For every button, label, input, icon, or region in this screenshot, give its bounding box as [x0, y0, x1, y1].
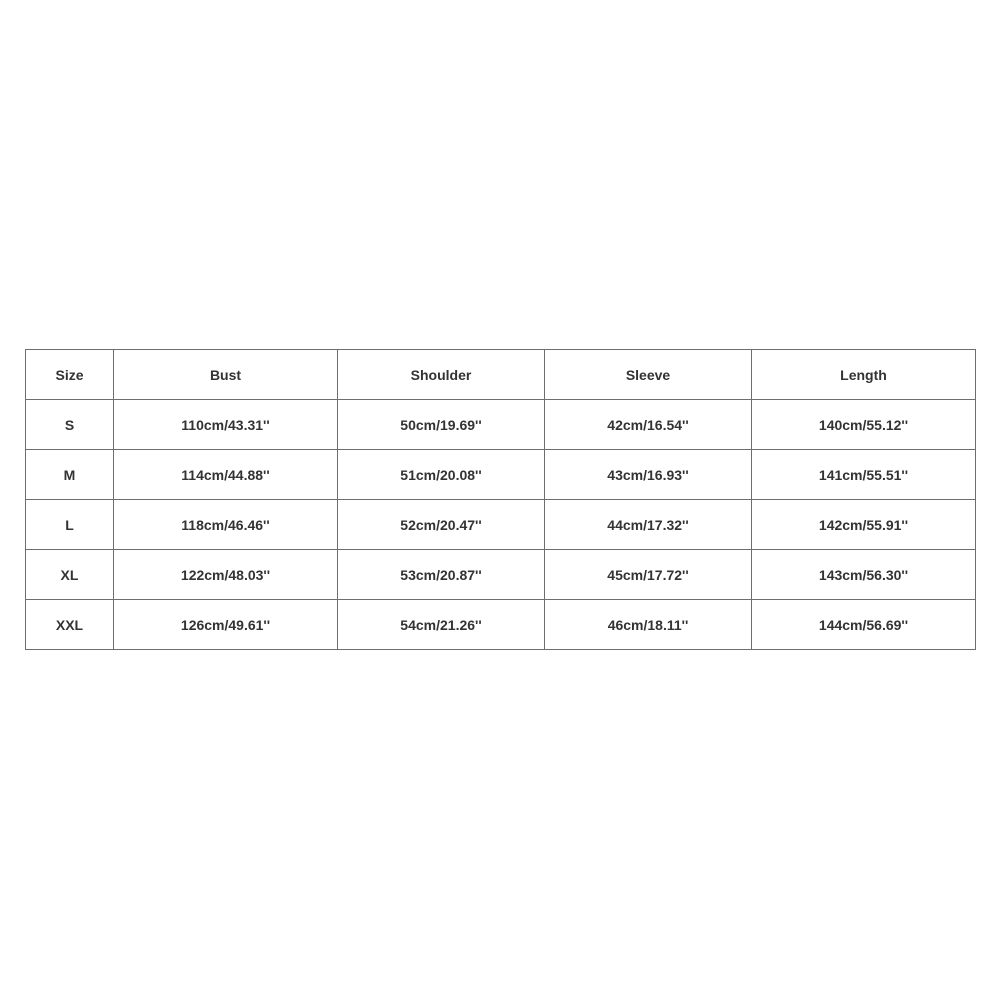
- size-cell: S: [26, 400, 114, 450]
- shoulder-cell: 52cm/20.47'': [338, 500, 545, 550]
- header-cell-length: Length: [752, 350, 976, 400]
- length-cell: 144cm/56.69'': [752, 600, 976, 650]
- bust-cell: 114cm/44.88'': [114, 450, 338, 500]
- sleeve-cell: 45cm/17.72'': [545, 550, 752, 600]
- bust-cell: 110cm/43.31'': [114, 400, 338, 450]
- length-cell: 143cm/56.30'': [752, 550, 976, 600]
- size-cell: XL: [26, 550, 114, 600]
- table-row: [26, 400, 976, 450]
- shoulder-cell: 50cm/19.69'': [338, 400, 545, 450]
- sleeve-cell: 43cm/16.93'': [545, 450, 752, 500]
- length-cell: 141cm/55.51'': [752, 450, 976, 500]
- header-cell-size: Size: [26, 350, 114, 400]
- header-cell-shoulder: Shoulder: [338, 350, 545, 400]
- size-cell: XXL: [26, 600, 114, 650]
- shoulder-cell: 51cm/20.08'': [338, 450, 545, 500]
- size-cell: M: [26, 450, 114, 500]
- shoulder-cell: 53cm/20.87'': [338, 550, 545, 600]
- sleeve-cell: 44cm/17.32'': [545, 500, 752, 550]
- table-row: [26, 600, 976, 650]
- header-cell-bust: Bust: [114, 350, 338, 400]
- sleeve-cell: 46cm/18.11'': [545, 600, 752, 650]
- size-chart-table: [25, 349, 976, 650]
- length-cell: 140cm/55.12'': [752, 400, 976, 450]
- size-cell: L: [26, 500, 114, 550]
- header-row: [26, 350, 976, 400]
- shoulder-cell: 54cm/21.26'': [338, 600, 545, 650]
- length-cell: 142cm/55.91'': [752, 500, 976, 550]
- bust-cell: 122cm/48.03'': [114, 550, 338, 600]
- sleeve-cell: 42cm/16.54'': [545, 400, 752, 450]
- table-row: [26, 450, 976, 500]
- header-cell-sleeve: Sleeve: [545, 350, 752, 400]
- bust-cell: 118cm/46.46'': [114, 500, 338, 550]
- table-row: [26, 550, 976, 600]
- bust-cell: 126cm/49.61'': [114, 600, 338, 650]
- table-row: [26, 500, 976, 550]
